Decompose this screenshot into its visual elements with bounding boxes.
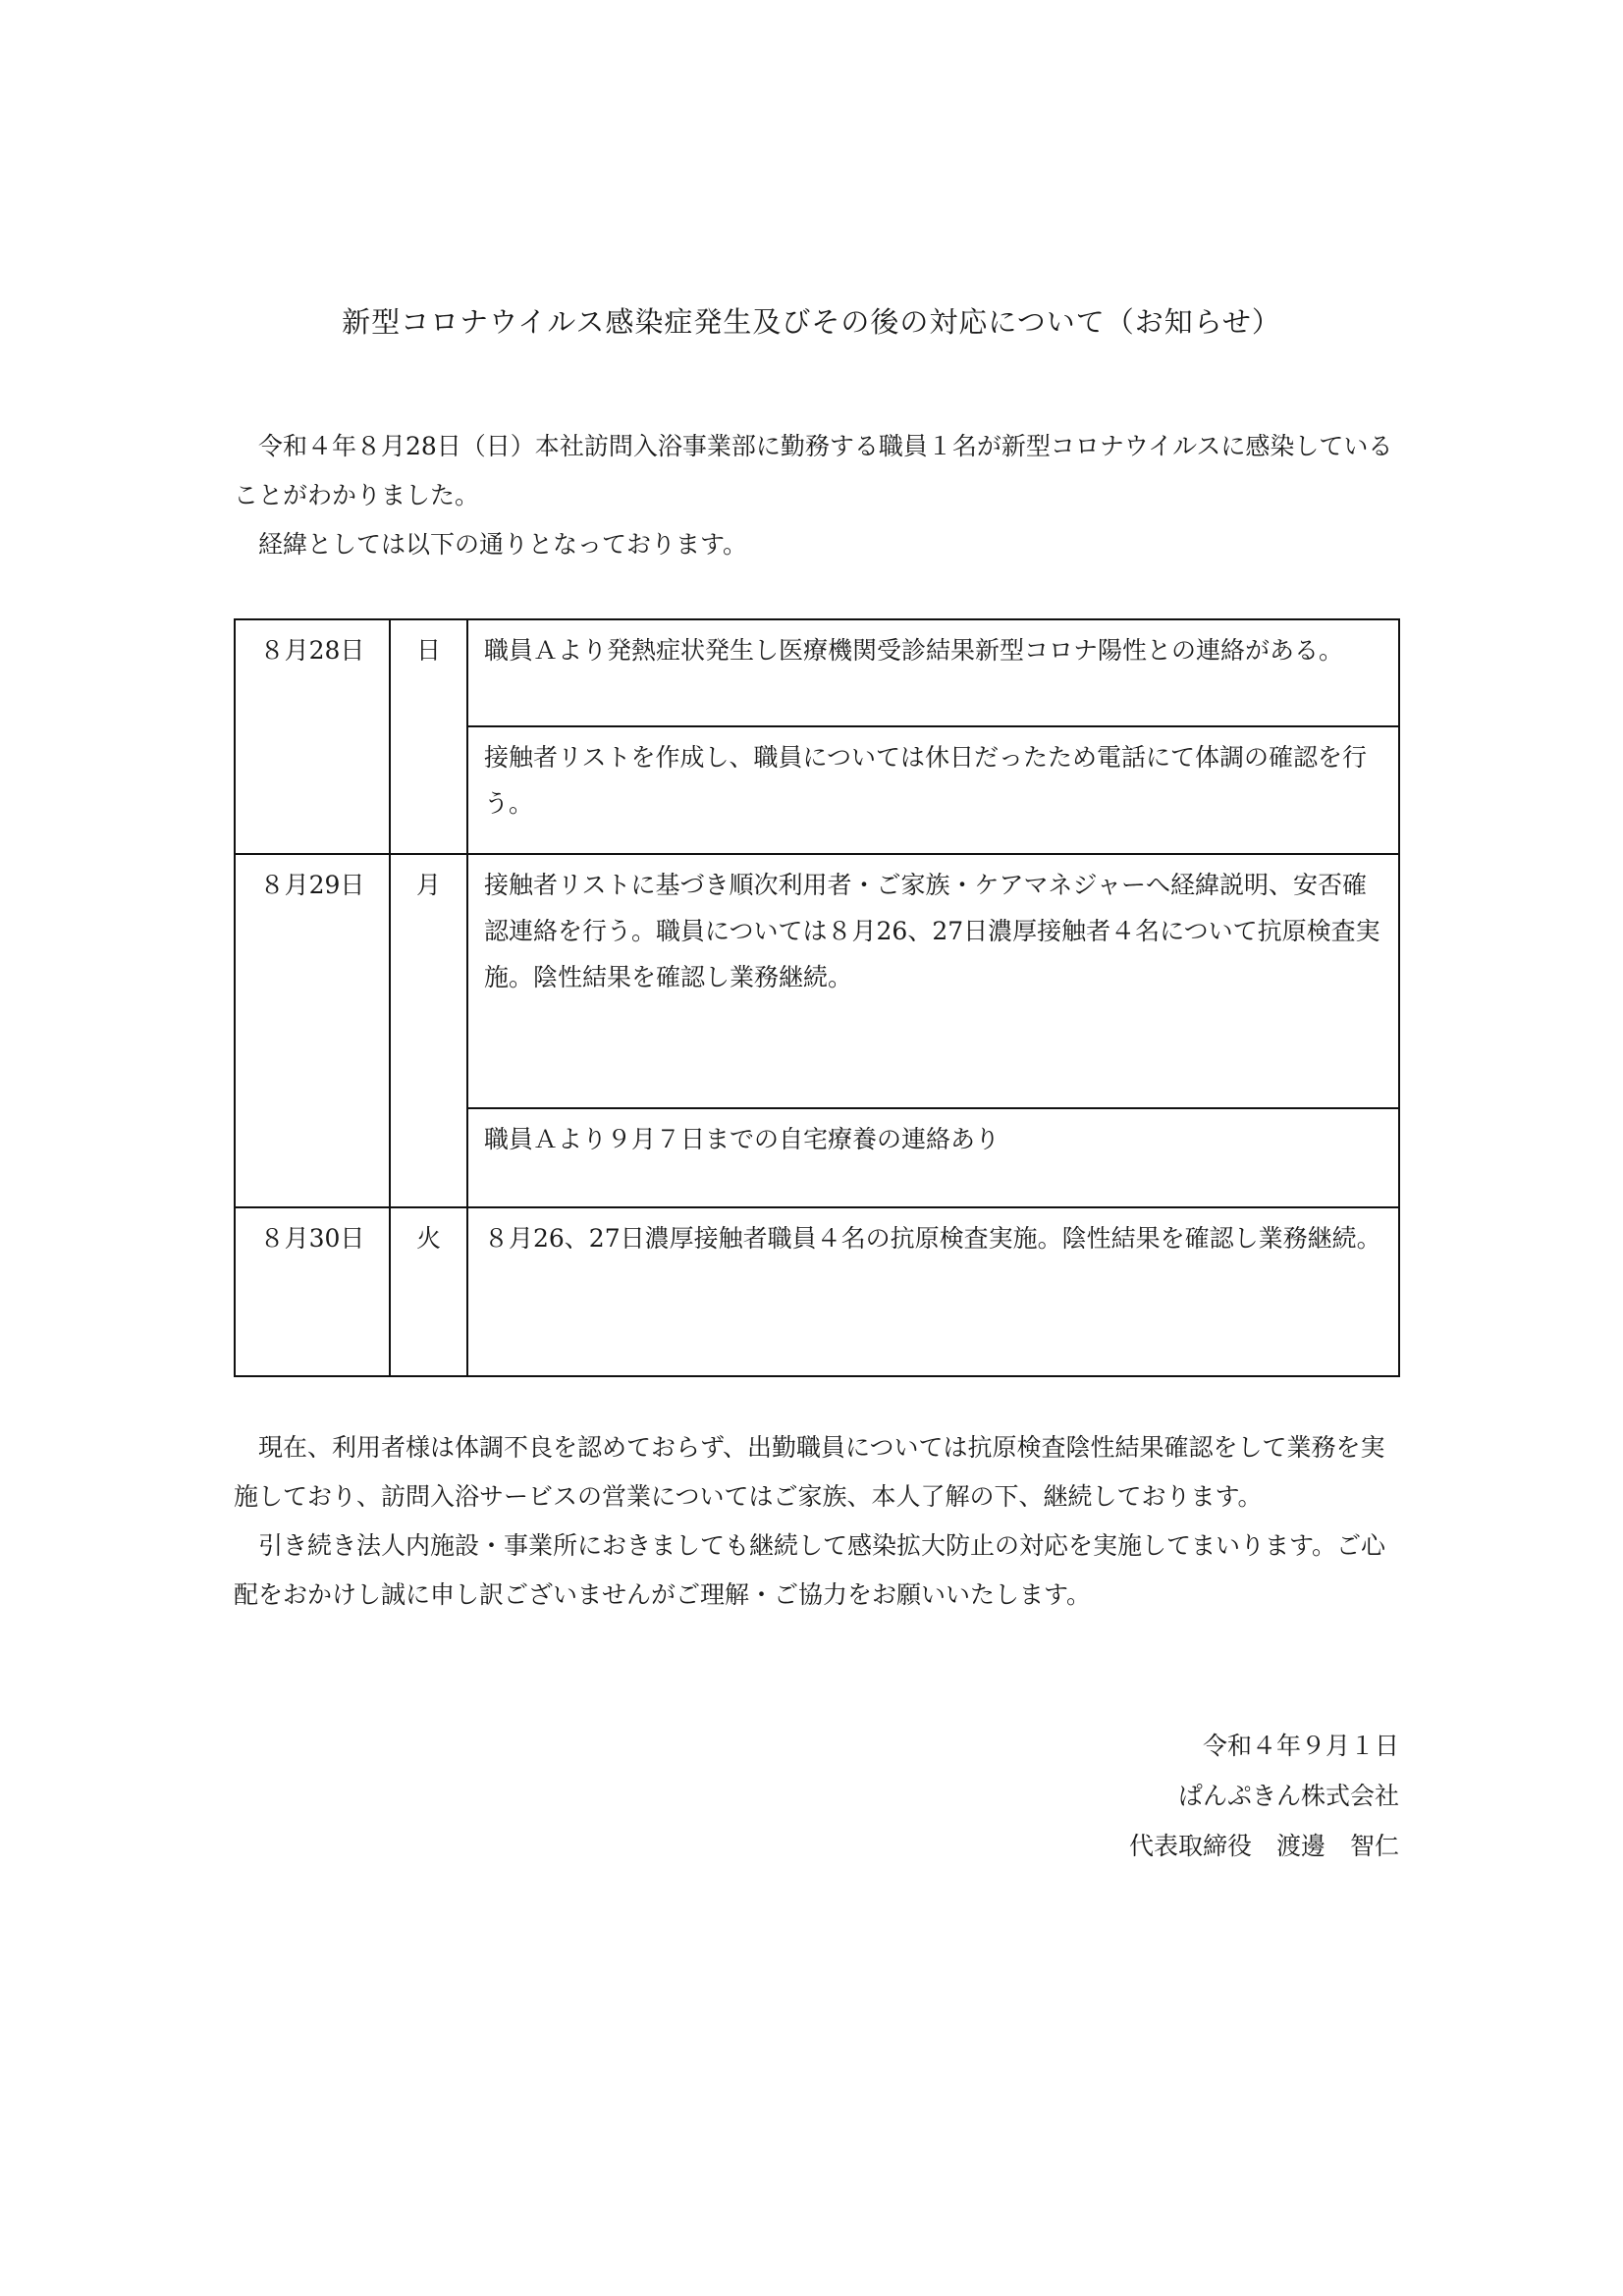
timeline-row-aug30	[235, 1207, 1399, 1376]
intro-paragraph-2: 経緯としては以下の通りとなっております。	[258, 530, 748, 559]
timeline-day-cell	[390, 854, 467, 1207]
timeline-day-cell	[390, 619, 467, 854]
document-title: 新型コロナウイルス感染症発生及びその後の対応について（お知らせ）	[342, 305, 1281, 339]
timeline-row-aug29	[235, 854, 1399, 1207]
timeline-entries-cell	[467, 1207, 1399, 1376]
intro-paragraph-1: 令和４年８月28日（日）本社訪問入浴事業部に勤務する職員１名が新型コロナウイルスに感染していることがわかりました。	[234, 432, 1393, 509]
timeline-entry: 接触者リストに基づき順次利用者・ご家族・ケアマネジャーへ経緯説明、安否確認連絡を行う。職員については８月26、27日濃厚接触者４名について抗原検査実施。陰性結果を確認し業務継続。	[468, 855, 1398, 1109]
timeline-date-cell	[235, 619, 390, 854]
intro-section	[234, 422, 1397, 569]
closing-section	[234, 1423, 1397, 1620]
timeline-day: 日	[415, 636, 441, 665]
timeline-entries-cell	[467, 619, 1399, 854]
timeline-date: ８月28日	[259, 636, 365, 665]
timeline-entry: 職員Ａより９月７日までの自宅療養の連絡あり	[484, 1125, 1001, 1153]
timeline-entries-cell	[467, 854, 1399, 1207]
timeline-date: ８月29日	[259, 871, 365, 899]
timeline-entry: 職員Ａより発熱症状発生し医療機関受診結果新型コロナ陽性との連絡がある。	[468, 620, 1398, 727]
timeline-date: ８月30日	[259, 1224, 365, 1253]
timeline-day: 月	[415, 871, 441, 899]
signature-block	[1129, 1721, 1399, 1871]
timeline-day: 火	[415, 1224, 441, 1253]
timeline-date-cell	[235, 1207, 390, 1376]
signature-date: 令和４年９月１日	[1202, 1732, 1399, 1760]
signature-company: ぱんぷきん株式会社	[1177, 1782, 1399, 1810]
closing-paragraph-2: 引き続き法人内施設・事業所におきましても継続して感染拡大防止の対応を実施してまいります。ご心配をおかけし誠に申し訳ございませんがご理解・ご協力をお願いいたします。	[234, 1531, 1386, 1609]
timeline-table	[234, 618, 1400, 1377]
closing-paragraph-1: 現在、利用者様は体調不良を認めておらず、出勤職員については抗原検査陰性結果確認をして業務を実施しており、訪問入浴サービスの営業についてはご家族、本人了解の下、継続しております。	[234, 1433, 1385, 1511]
timeline-date-cell	[235, 854, 390, 1207]
signature-representative: 代表取締役 渡邊 智仁	[1128, 1832, 1399, 1860]
timeline-entry: 接触者リストを作成し、職員については休日だったため電話にて体調の確認を行う。	[484, 743, 1368, 818]
timeline-row-aug28	[235, 619, 1399, 854]
timeline-entry: ８月26、27日濃厚接触者職員４名の抗原検査実施。陰性結果を確認し業務継続。	[484, 1224, 1381, 1253]
timeline-day-cell	[390, 1207, 467, 1376]
